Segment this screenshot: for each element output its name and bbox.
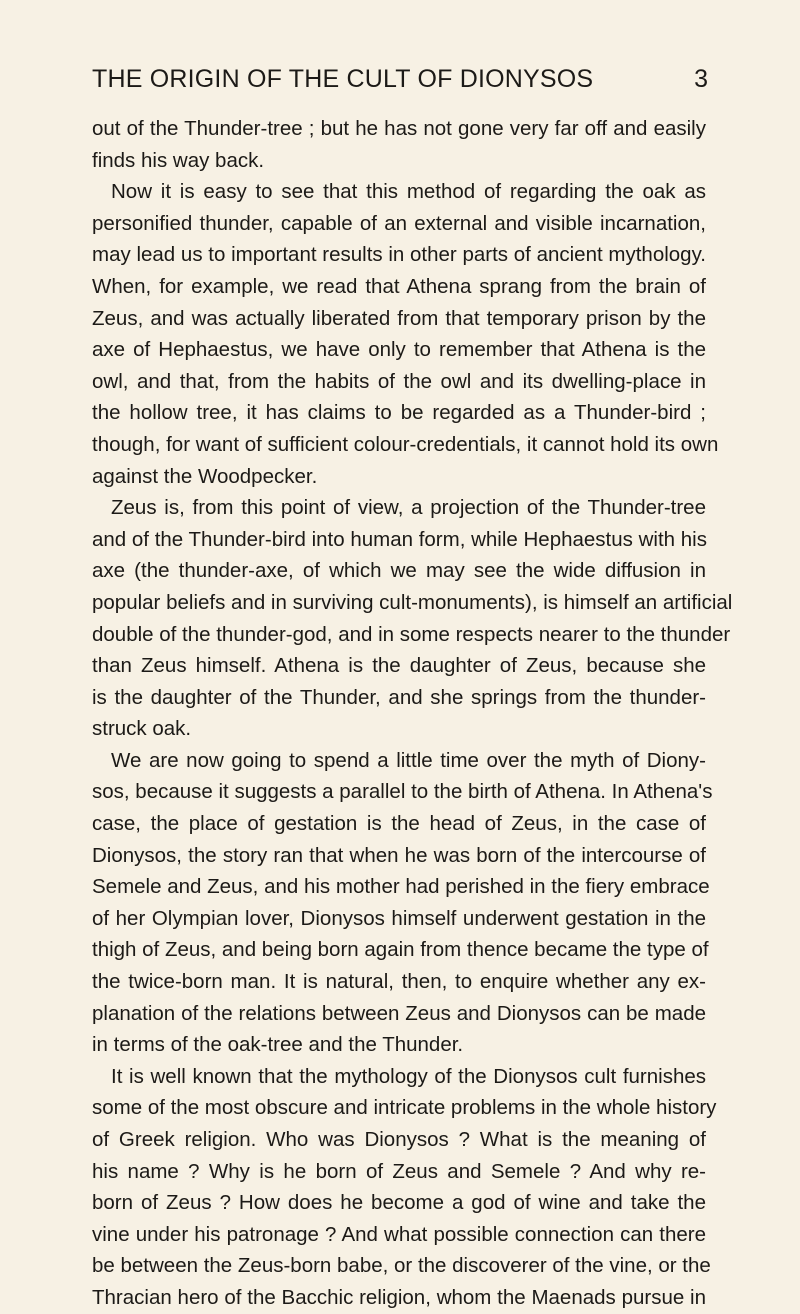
text-line: may lead us to important results in other parts of ancient mythology. [92, 243, 706, 267]
text-line: sos, because it suggests a parallel to the birth of Athena. In Athena's [92, 780, 713, 804]
text-line: and of the Thunder-bird into human form, while Hephaestus with his [92, 527, 707, 551]
running-head [92, 61, 708, 97]
text-line: planation of the relations between Zeus and Dionysos can be made [92, 1001, 706, 1025]
text-line: We are now going to spend a little time over the myth of Diony- [111, 748, 706, 772]
text-line: axe of Hephaestus, we have only to remember that Athena is the [92, 338, 706, 362]
text-line: in terms of the oak-tree and the Thunder. [92, 1033, 464, 1057]
text-line: Zeus is, from this point of view, a projection of the Thunder-tree [111, 496, 706, 520]
text-line: When, for example, we read that Athena sprang from the brain of [92, 274, 706, 298]
text-line: personified thunder, capable of an external and visible incarnation, [92, 211, 706, 235]
text-line: the hollow tree, it has claims to be regarded as a Thunder-bird ; [92, 401, 706, 425]
text-line: out of the Thunder-tree ; but he has not gone very far off and easily [92, 117, 706, 140]
text-line: struck oak. [92, 717, 192, 741]
text-line: some of the most obscure and intricate problems in the whole history [92, 1096, 717, 1120]
text-line: is the daughter of the Thunder, and she springs from the thunder- [92, 685, 706, 709]
text-line: owl, and that, from the habits of the owl and its dwelling-place in [92, 369, 706, 393]
page-number: 3 [694, 65, 708, 93]
text-line: be between the Zeus-born babe, or the discoverer of the vine, or the [92, 1254, 711, 1278]
text-line: Now it is easy to see that this method of regarding the oak as [111, 180, 706, 204]
text-line: his name ? Why is he born of Zeus and Semele ? And why re- [92, 1159, 706, 1183]
text-line: popular beliefs and in surviving cult-monuments), is himself an artificial [92, 590, 733, 614]
text-line: case, the place of gestation is the head of Zeus, in the case of [92, 812, 706, 836]
text-line: double of the thunder-god, and in some respects nearer to the thunder [92, 622, 731, 646]
text-line: Thracian hero of the Bacchic religion, whom the Maenads pursue in [92, 1285, 706, 1309]
text-line: of her Olympian lover, Dionysos himself underwent gestation in the [92, 906, 706, 930]
text-line: of Greek religion. Who was Dionysos ? What is the meaning of [92, 1128, 706, 1151]
running-title: THE ORIGIN OF THE CULT OF DIONYSOS [92, 65, 594, 93]
text-line: though, for want of sufficient colour-credentials, it cannot hold its own [92, 432, 719, 456]
text-line: Zeus, and was actually liberated from that temporary prison by the [92, 306, 706, 330]
text-line: thigh of Zeus, and being born again from thence became the type of [92, 938, 709, 962]
text-line: vine under his patronage ? And what possible connection can there [92, 1222, 706, 1246]
text-line: Semele and Zeus, and his mother had perished in the fiery embrace [92, 875, 710, 899]
body-text [92, 113, 733, 1314]
text-line: axe (the thunder-axe, of which we may see the wide diffusion in [92, 559, 706, 583]
text-line: Dionysos, the story ran that when he was born of the intercourse of [92, 843, 706, 867]
text-line: finds his way back. [92, 148, 265, 172]
text-line: against the Woodpecker. [92, 464, 318, 488]
text-line: the twice-born man. It is natural, then, to enquire whether any ex- [92, 970, 706, 994]
text-line: It is well known that the mythology of the Dionysos cult furnishes [111, 1064, 706, 1088]
text-line: born of Zeus ? How does he become a god of wine and take the [92, 1191, 706, 1215]
text-line: than Zeus himself. Athena is the daughter of Zeus, because she [92, 654, 706, 678]
